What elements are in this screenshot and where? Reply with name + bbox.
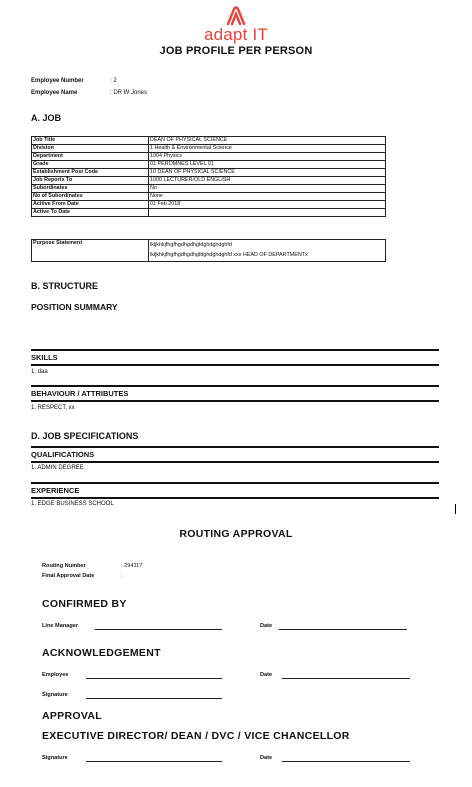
divider xyxy=(31,385,439,387)
qualifications-item: 1. ADMIN DEGREE xyxy=(31,465,84,471)
job-detail-value: DEAN OF PHYSICAL SCIENCE xyxy=(149,137,386,145)
routing-approval-heading: ROUTING APPROVAL xyxy=(179,528,293,540)
acknowledgement-date-label: Date xyxy=(260,672,273,678)
behaviour-item: 1. RESPECT, xx xyxy=(31,405,75,411)
experience-label: EXPERIENCE xyxy=(31,486,80,495)
adapt-it-logo xyxy=(0,6,472,44)
job-detail-value: 1004 Physics xyxy=(149,153,386,161)
final-approval-date-label: Final Approval Date xyxy=(42,573,95,579)
job-detail-label: Division xyxy=(32,145,149,153)
divider xyxy=(31,400,439,402)
job-detail-value: 01 Feb 2018 xyxy=(149,201,386,209)
job-detail-label: Active To Date xyxy=(32,209,149,217)
divider xyxy=(31,497,439,499)
job-detail-value: No xyxy=(149,185,386,193)
job-detail-value: 01 PEROMNES LEVEL 01 xyxy=(149,161,386,169)
approval-signature-label: Signature xyxy=(42,755,68,761)
skills-label: SKILLS xyxy=(31,353,58,362)
text-cursor xyxy=(455,504,456,514)
divider xyxy=(31,349,439,351)
document-title: JOB PROFILE PER PERSON xyxy=(159,45,313,57)
job-detail-label: Establishment Post Code xyxy=(32,169,149,177)
job-detail-value xyxy=(149,209,386,217)
purpose-statement-table xyxy=(31,239,386,262)
job-detail-label: No of Subordinates xyxy=(32,193,149,201)
job-detail-label: Grade xyxy=(32,161,149,169)
acknowledgement-heading: ACKNOWLEDGEMENT xyxy=(42,647,161,659)
divider xyxy=(31,364,439,366)
job-detail-row xyxy=(32,185,386,193)
brand-wordmark: adapt IT xyxy=(204,25,268,44)
confirmed-date-line[interactable] xyxy=(279,629,407,630)
employee-name-label: Employee Name xyxy=(31,90,78,96)
purpose-line-1: lkljkhkjfhgfhgdhgdhgfdghdghdghfd xyxy=(150,242,232,248)
approval-date-line[interactable] xyxy=(282,761,410,762)
employee-number-label: Employee Number xyxy=(31,78,84,84)
employee-number-row xyxy=(31,78,231,84)
job-detail-label: Department xyxy=(32,153,149,161)
job-detail-value: 10 DEAN OF PHYSICAL SCIENCE xyxy=(149,169,386,177)
job-detail-value: 1 Health & Environmental Science xyxy=(149,145,386,153)
job-detail-row xyxy=(32,201,386,209)
job-detail-row xyxy=(32,209,386,217)
experience-item: 1. EDGE BUSINESS SCHOOL xyxy=(31,501,114,507)
employee-signature-line[interactable] xyxy=(86,678,222,679)
employee-name-row xyxy=(31,90,231,96)
job-detail-row xyxy=(32,169,386,177)
job-detail-value: None xyxy=(149,193,386,201)
approval-heading: APPROVAL xyxy=(42,710,102,722)
purpose-line-2: lkljkhkjfhgfhgdhgdhgfdghdghdghfd xxx HEAD OF DEPARTMENTx xyxy=(150,252,308,258)
job-details-table xyxy=(31,136,386,217)
section-d-heading: D. JOB SPECIFICATIONS xyxy=(31,431,139,441)
skills-item: 1. daa xyxy=(31,369,48,375)
employee-number-value: : 2 xyxy=(110,78,117,84)
job-detail-row xyxy=(32,193,386,201)
approval-date-label: Date xyxy=(260,755,273,761)
job-detail-label: Acitive From Date xyxy=(32,201,149,209)
purpose-statement-label: Purpose Statement xyxy=(32,240,149,262)
employee-label: Employee xyxy=(42,672,69,678)
job-detail-label: Subordinates xyxy=(32,185,149,193)
adapt-logo-mark-icon xyxy=(225,6,247,26)
job-detail-row xyxy=(32,177,386,185)
approver-title-heading: EXECUTIVE DIRECTOR/ DEAN / DVC / VICE CHANCELLOR xyxy=(42,730,350,742)
acknowledgement-signature-line[interactable] xyxy=(86,698,222,699)
line-manager-label: Line Manager xyxy=(42,623,79,629)
job-detail-row xyxy=(32,161,386,169)
job-detail-label: Job Reports To xyxy=(32,177,149,185)
final-approval-date-value: : xyxy=(121,573,123,579)
routing-number-label: Routing Number xyxy=(42,563,86,569)
employee-name-value: : DR W Jones xyxy=(110,90,148,96)
behaviour-label: BEHAVIOUR / ATTRIBUTES xyxy=(31,389,129,398)
section-b-heading: B. STRUCTURE xyxy=(31,281,98,291)
divider xyxy=(31,446,439,448)
purpose-statement-value xyxy=(149,240,386,262)
job-detail-row xyxy=(32,153,386,161)
job-detail-label: Job Title xyxy=(32,137,149,145)
confirmed-date-label: Date xyxy=(260,623,273,629)
acknowledgement-signature-label: Signature xyxy=(42,692,68,698)
job-detail-row xyxy=(32,137,386,145)
confirmed-by-heading: CONFIRMED BY xyxy=(42,598,127,610)
divider xyxy=(31,482,439,484)
line-manager-signature-line[interactable] xyxy=(95,629,222,630)
position-summary-heading: POSITION SUMMARY xyxy=(31,302,118,312)
job-detail-row xyxy=(32,145,386,153)
qualifications-label: QUALIFICATIONS xyxy=(31,450,95,459)
acknowledgement-date-line[interactable] xyxy=(282,678,410,679)
section-a-heading: A. JOB xyxy=(31,113,62,123)
routing-number-value: : 294117 xyxy=(121,563,143,569)
approval-signature-line[interactable] xyxy=(86,761,222,762)
divider xyxy=(31,461,439,463)
job-detail-value: 1000 LECTURER/OLD ENGLISH xyxy=(149,177,386,185)
